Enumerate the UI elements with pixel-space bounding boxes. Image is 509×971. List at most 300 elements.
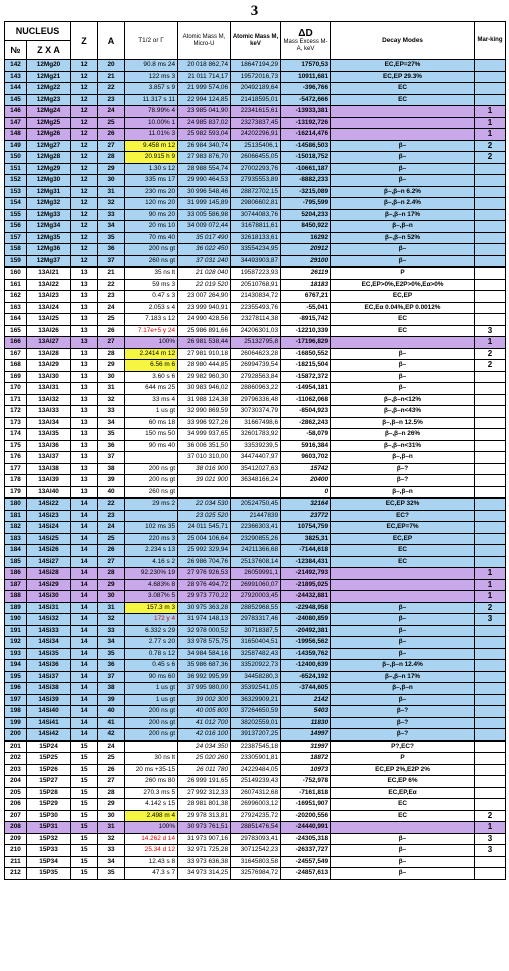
- nucleus-symbol: 14Si24: [27, 522, 71, 534]
- header-zxa: Z X A: [27, 41, 71, 60]
- atomic-mass-kev: 24229484,05: [231, 764, 281, 776]
- mass-excess: -12400,639: [281, 660, 331, 672]
- row-number: 207: [5, 810, 27, 822]
- decay-modes: β–,β–n 12.5%: [331, 417, 475, 429]
- marking: 1: [475, 568, 506, 580]
- half-life: 20.915 h 9: [125, 152, 178, 164]
- mass-number: 34: [98, 637, 125, 649]
- half-life: 335 ms 17: [125, 175, 178, 187]
- atomic-mass-u: 26 984 340,74: [178, 140, 231, 152]
- atomic-mass-u: 40 005 800: [178, 706, 231, 718]
- proton-number: 15: [71, 868, 98, 880]
- marking: [475, 71, 506, 83]
- nucleus-symbol: 14Si39: [27, 694, 71, 706]
- atomic-mass-kev: 30718387,5: [231, 625, 281, 637]
- atomic-mass-u: 25 986 891,66: [178, 325, 231, 337]
- marking: [475, 371, 506, 383]
- mass-number: 22: [98, 279, 125, 291]
- half-life: 9.458 m 12: [125, 140, 178, 152]
- marking: [475, 163, 506, 175]
- half-life: 0.78 s 12: [125, 648, 178, 660]
- mass-excess: 10973: [281, 764, 331, 776]
- mass-number: 26: [98, 545, 125, 557]
- decay-modes: β–: [331, 637, 475, 649]
- header-atomic-mass-u: Atomic Mass M, Micro-U: [178, 22, 231, 60]
- row-number: 164: [5, 314, 27, 326]
- table-row: [5, 325, 506, 337]
- marking: 2: [475, 810, 506, 822]
- atomic-mass-u: 31 999 145,89: [178, 198, 231, 210]
- mass-number: 27: [98, 140, 125, 152]
- mass-number: 30: [98, 371, 125, 383]
- mass-excess: 6767,21: [281, 291, 331, 303]
- nucleus-symbol: 14Si35: [27, 648, 71, 660]
- row-number: 146: [5, 106, 27, 118]
- nucleus-symbol: 12Mg23: [27, 94, 71, 106]
- half-life: 1 us gt: [125, 683, 178, 695]
- table-row: [5, 463, 506, 475]
- marking: [475, 522, 506, 534]
- atomic-mass-kev: 29783093,41: [231, 833, 281, 845]
- atomic-mass-u: 26 011 780: [178, 764, 231, 776]
- mass-number: 32: [98, 394, 125, 406]
- atomic-mass-u: 25 020 260: [178, 753, 231, 765]
- marking: 3: [475, 614, 506, 626]
- mass-number: 31: [98, 186, 125, 198]
- atomic-mass-kev: 26996003,12: [231, 799, 281, 811]
- mass-excess: -21492,793: [281, 568, 331, 580]
- marking: 1: [475, 822, 506, 834]
- proton-number: 13: [71, 302, 98, 314]
- atomic-mass-kev: 36348166,24: [231, 475, 281, 487]
- half-life: 172 y 4: [125, 614, 178, 626]
- decay-modes: EC,EP=27%: [331, 60, 475, 72]
- nucleus-symbol: 15P28: [27, 787, 71, 799]
- marking: [475, 856, 506, 868]
- nucleus-symbol: 14Si26: [27, 545, 71, 557]
- marking: [475, 198, 506, 210]
- half-life: 1 us gt: [125, 406, 178, 418]
- proton-number: 13: [71, 337, 98, 349]
- atomic-mass-kev: 21447839: [231, 510, 281, 522]
- half-life: 200 ns gt: [125, 463, 178, 475]
- row-number: 191: [5, 625, 27, 637]
- mass-excess: -3744,605: [281, 683, 331, 695]
- mass-excess: 9603,702: [281, 452, 331, 464]
- half-life: 100%: [125, 822, 178, 834]
- header-mass-excess-cell: [281, 22, 331, 60]
- proton-number: 14: [71, 671, 98, 683]
- atomic-mass-kev: 22355493,76: [231, 302, 281, 314]
- mass-number: 30: [98, 175, 125, 187]
- row-number: 185: [5, 556, 27, 568]
- table-row: [5, 568, 506, 580]
- atomic-mass-kev: 26059991,1: [231, 568, 281, 580]
- atomic-mass-u: 34 984 584,16: [178, 648, 231, 660]
- decay-modes: β–,β–n 26%: [331, 429, 475, 441]
- decay-modes: [331, 568, 475, 580]
- decay-modes: EC: [331, 799, 475, 811]
- mass-excess: 5204,233: [281, 209, 331, 221]
- atomic-mass-kev: 25149239,43: [231, 776, 281, 788]
- mass-excess: -7161,818: [281, 787, 331, 799]
- atomic-mass-kev: 23290855,26: [231, 533, 281, 545]
- nucleus-symbol: 12Mg29: [27, 163, 71, 175]
- atomic-mass-kev: 24211366,68: [231, 545, 281, 557]
- table-row: [5, 787, 506, 799]
- half-life: 47.3 s 7: [125, 868, 178, 880]
- marking: [475, 209, 506, 221]
- half-life: 92.230% 19: [125, 568, 178, 580]
- mass-number: 25: [98, 117, 125, 129]
- marking: [475, 394, 506, 406]
- decay-modes: EC?: [331, 510, 475, 522]
- atomic-mass-kev: 24202296,91: [231, 129, 281, 141]
- mass-excess: 20912: [281, 244, 331, 256]
- proton-number: 14: [71, 568, 98, 580]
- row-number: 208: [5, 822, 27, 834]
- mass-excess: -5472,666: [281, 94, 331, 106]
- atomic-mass-u: 22 034 530: [178, 498, 231, 510]
- table-row: [5, 845, 506, 857]
- marking: [475, 255, 506, 267]
- atomic-mass-kev: 28851476,54: [231, 822, 281, 834]
- mass-number: 35: [98, 232, 125, 244]
- proton-number: 14: [71, 591, 98, 603]
- mass-excess: -24305,318: [281, 833, 331, 845]
- atomic-mass-u: 37 031 240: [178, 255, 231, 267]
- nucleus-symbol: 14Si41: [27, 717, 71, 729]
- mass-number: 31: [98, 383, 125, 395]
- marking: [475, 94, 506, 106]
- mass-number: 28: [98, 348, 125, 360]
- marking: [475, 498, 506, 510]
- mass-number: 29: [98, 799, 125, 811]
- nucleus-symbol: 13Al22: [27, 279, 71, 291]
- row-number: 153: [5, 186, 27, 198]
- atomic-mass-kev: 31650404,51: [231, 637, 281, 649]
- half-life: 29 ms 2: [125, 498, 178, 510]
- mass-number: 37: [98, 452, 125, 464]
- row-number: 179: [5, 486, 27, 498]
- atomic-mass-kev: 35392541,05: [231, 683, 281, 695]
- half-life: 35 ns lt: [125, 267, 178, 279]
- decay-modes: β–,β–n: [331, 452, 475, 464]
- table-row: [5, 371, 506, 383]
- decay-modes: [331, 579, 475, 591]
- proton-number: 12: [71, 71, 98, 83]
- marking: 3: [475, 325, 506, 337]
- page-number: 3: [250, 3, 259, 19]
- table-row: [5, 602, 506, 614]
- table-row: [5, 255, 506, 267]
- row-number: 198: [5, 706, 27, 718]
- row-number: 151: [5, 163, 27, 175]
- nucleus-symbol: 13Al40: [27, 486, 71, 498]
- row-number: 156: [5, 221, 27, 233]
- marking: [475, 741, 506, 753]
- half-life: 200 ns gt: [125, 717, 178, 729]
- nucleus-symbol: 12Mg27: [27, 140, 71, 152]
- table-row: [5, 83, 506, 95]
- marking: [475, 406, 506, 418]
- proton-number: 14: [71, 545, 98, 557]
- nucleus-symbol: 14Si36: [27, 660, 71, 672]
- proton-number: 12: [71, 94, 98, 106]
- marking: [475, 625, 506, 637]
- atomic-mass-kev: 32601783,92: [231, 429, 281, 441]
- half-life: [125, 452, 178, 464]
- row-number: 184: [5, 545, 27, 557]
- proton-number: 14: [71, 729, 98, 741]
- nuclide-table: [4, 21, 506, 880]
- row-number: 196: [5, 683, 27, 695]
- atomic-mass-kev: 28860963,22: [231, 383, 281, 395]
- half-life: 1.30 s 12: [125, 163, 178, 175]
- row-number: 210: [5, 845, 27, 857]
- mass-excess: -26337,727: [281, 845, 331, 857]
- atomic-mass-u: 29 973 770,22: [178, 591, 231, 603]
- proton-number: 15: [71, 833, 98, 845]
- mass-excess: 2142: [281, 694, 331, 706]
- atomic-mass-kev: 24206301,03: [231, 325, 281, 337]
- proton-number: 12: [71, 140, 98, 152]
- marking: [475, 417, 506, 429]
- proton-number: 14: [71, 660, 98, 672]
- half-life: 4.142 s 15: [125, 799, 178, 811]
- proton-number: 15: [71, 822, 98, 834]
- marking: 2: [475, 602, 506, 614]
- decay-modes: EC: [331, 83, 475, 95]
- row-number: 203: [5, 764, 27, 776]
- half-life: 120 ms 20: [125, 198, 178, 210]
- half-life: 2.2414 m 12: [125, 348, 178, 360]
- nucleus-symbol: 15P29: [27, 799, 71, 811]
- table-row: [5, 753, 506, 765]
- row-number: 206: [5, 799, 27, 811]
- table-row: [5, 117, 506, 129]
- atomic-mass-u: 29 978 313,81: [178, 810, 231, 822]
- table-row: [5, 417, 506, 429]
- nucleus-symbol: 13Al38: [27, 463, 71, 475]
- mass-excess: 29100: [281, 255, 331, 267]
- row-number: 186: [5, 568, 27, 580]
- mass-number: 28: [98, 152, 125, 164]
- atomic-mass-kev: 35412027,63: [231, 463, 281, 475]
- mass-excess: -7144,618: [281, 545, 331, 557]
- half-life: 14.262 d 14: [125, 833, 178, 845]
- atomic-mass-u: 28 976 494,72: [178, 579, 231, 591]
- table-row: [5, 741, 506, 753]
- half-life: [125, 741, 178, 753]
- table-row: [5, 71, 506, 83]
- nucleus-symbol: 14Si30: [27, 591, 71, 603]
- mass-number: 37: [98, 255, 125, 267]
- row-number: 177: [5, 463, 27, 475]
- atomic-mass-u: 20 018 862,74: [178, 60, 231, 72]
- row-number: 189: [5, 602, 27, 614]
- decay-modes: β–,β–n<31%: [331, 440, 475, 452]
- nucleus-symbol: 14Si23: [27, 510, 71, 522]
- mass-excess: 10911,681: [281, 71, 331, 83]
- row-number: 194: [5, 660, 27, 672]
- mass-number: 38: [98, 683, 125, 695]
- nucleus-symbol: 13Al39: [27, 475, 71, 487]
- mass-excess: -20492,381: [281, 625, 331, 637]
- decay-modes: β–,β–n 2.4%: [331, 198, 475, 210]
- proton-number: 12: [71, 163, 98, 175]
- proton-number: 14: [71, 498, 98, 510]
- nucleus-symbol: 12Mg34: [27, 221, 71, 233]
- nucleus-symbol: 13Al35: [27, 429, 71, 441]
- table-row: [5, 475, 506, 487]
- atomic-mass-kev: 39137207,25: [231, 729, 281, 741]
- decay-modes: β–?: [331, 463, 475, 475]
- mass-excess: -6524,192: [281, 671, 331, 683]
- atomic-mass-u: 27 983 876,70: [178, 152, 231, 164]
- mass-number: 41: [98, 717, 125, 729]
- atomic-mass-u: 36 006 351,50: [178, 440, 231, 452]
- mass-number: 29: [98, 579, 125, 591]
- mass-number: 40: [98, 706, 125, 718]
- marking: 1: [475, 117, 506, 129]
- table-row: [5, 244, 506, 256]
- half-life: 12.43 s 8: [125, 856, 178, 868]
- proton-number: 12: [71, 60, 98, 72]
- proton-number: 14: [71, 579, 98, 591]
- decay-modes: β–: [331, 175, 475, 187]
- mass-number: 39: [98, 475, 125, 487]
- mass-number: 35: [98, 648, 125, 660]
- decay-modes: β–: [331, 625, 475, 637]
- row-number: 201: [5, 741, 27, 753]
- atomic-mass-u: 21 999 574,06: [178, 83, 231, 95]
- proton-number: 15: [71, 856, 98, 868]
- marking: [475, 267, 506, 279]
- half-life: 150 ms 50: [125, 429, 178, 441]
- half-life: 90.8 ms 24: [125, 60, 178, 72]
- row-number: 212: [5, 868, 27, 880]
- half-life: [125, 510, 178, 522]
- atomic-mass-u: 26 986 704,76: [178, 556, 231, 568]
- atomic-mass-kev: 32576984,72: [231, 868, 281, 880]
- marking: [475, 291, 506, 303]
- atomic-mass-u: 27 992 312,33: [178, 787, 231, 799]
- marking: [475, 533, 506, 545]
- atomic-mass-u: 27 976 926,53: [178, 568, 231, 580]
- proton-number: 13: [71, 371, 98, 383]
- mass-excess: -19956,562: [281, 637, 331, 649]
- marking: [475, 787, 506, 799]
- mass-excess: -24432,881: [281, 591, 331, 603]
- atomic-mass-kev: 27920003,45: [231, 591, 281, 603]
- table-row: [5, 440, 506, 452]
- atomic-mass-u: 34 999 937,65: [178, 429, 231, 441]
- atomic-mass-kev: 27935553,89: [231, 175, 281, 187]
- mass-number: 27: [98, 337, 125, 349]
- mass-excess: -11062,068: [281, 394, 331, 406]
- atomic-mass-u: 31 973 907,16: [178, 833, 231, 845]
- row-number: 162: [5, 291, 27, 303]
- half-life: 200 ns gt: [125, 475, 178, 487]
- atomic-mass-u: 21 011 714,17: [178, 71, 231, 83]
- decay-modes: [331, 822, 475, 834]
- proton-number: 13: [71, 314, 98, 326]
- atomic-mass-kev: 34474407,97: [231, 452, 281, 464]
- half-life: 2.77 s 20: [125, 637, 178, 649]
- atomic-mass-kev: 29806602,81: [231, 198, 281, 210]
- mass-excess: -17196,829: [281, 337, 331, 349]
- row-number: 205: [5, 787, 27, 799]
- proton-number: 14: [71, 510, 98, 522]
- table-row: [5, 267, 506, 279]
- nucleus-symbol: 13Al25: [27, 314, 71, 326]
- mass-number: 28: [98, 787, 125, 799]
- half-life: 33 ms 4: [125, 394, 178, 406]
- marking: [475, 799, 506, 811]
- mass-number: 40: [98, 486, 125, 498]
- mass-excess: 5916,384: [281, 440, 331, 452]
- atomic-mass-kev: 27928563,84: [231, 371, 281, 383]
- table-row: [5, 637, 506, 649]
- mass-excess: -12384,431: [281, 556, 331, 568]
- marking: [475, 440, 506, 452]
- proton-number: 14: [71, 556, 98, 568]
- decay-modes: β–: [331, 614, 475, 626]
- row-number: 200: [5, 729, 27, 741]
- mass-number: 32: [98, 198, 125, 210]
- proton-number: 14: [71, 717, 98, 729]
- row-number: 174: [5, 429, 27, 441]
- atomic-mass-kev: 20510768,91: [231, 279, 281, 291]
- nucleus-symbol: 13Al36: [27, 440, 71, 452]
- atomic-mass-u: 28 988 554,74: [178, 163, 231, 175]
- atomic-mass-u: 26 981 538,44: [178, 337, 231, 349]
- row-number: 155: [5, 209, 27, 221]
- marking: 3: [475, 845, 506, 857]
- table-row: [5, 671, 506, 683]
- mass-excess: -15872,372: [281, 371, 331, 383]
- row-number: 163: [5, 302, 27, 314]
- nucleus-symbol: 13Al37: [27, 452, 71, 464]
- table-row: [5, 152, 506, 164]
- nucleus-symbol: 15P35: [27, 868, 71, 880]
- marking: [475, 556, 506, 568]
- table-row: [5, 163, 506, 175]
- atomic-mass-kev: 25132795,8: [231, 337, 281, 349]
- mass-excess: -14954,181: [281, 383, 331, 395]
- table-row: [5, 175, 506, 187]
- mass-number: 24: [98, 106, 125, 118]
- atomic-mass-kev: 34493903,87: [231, 255, 281, 267]
- atomic-mass-u: [178, 486, 231, 498]
- decay-modes: EC,EP>0%,E2P>0%,Eα>0%: [331, 279, 475, 291]
- nucleus-symbol: 12Mg21: [27, 71, 71, 83]
- half-life: 20 ms 10: [125, 221, 178, 233]
- atomic-mass-u: 25 004 106,64: [178, 533, 231, 545]
- mass-excess: -396,766: [281, 83, 331, 95]
- decay-modes: β–: [331, 602, 475, 614]
- marking: [475, 545, 506, 557]
- atomic-mass-kev: 34458280,3: [231, 671, 281, 683]
- nucleus-symbol: 13Al30: [27, 371, 71, 383]
- mass-number: 26: [98, 764, 125, 776]
- atomic-mass-kev: 31645803,58: [231, 856, 281, 868]
- mass-number: 31: [98, 602, 125, 614]
- table-row: [5, 625, 506, 637]
- atomic-mass-kev: 32587482,43: [231, 648, 281, 660]
- half-life: 260 ms 80: [125, 776, 178, 788]
